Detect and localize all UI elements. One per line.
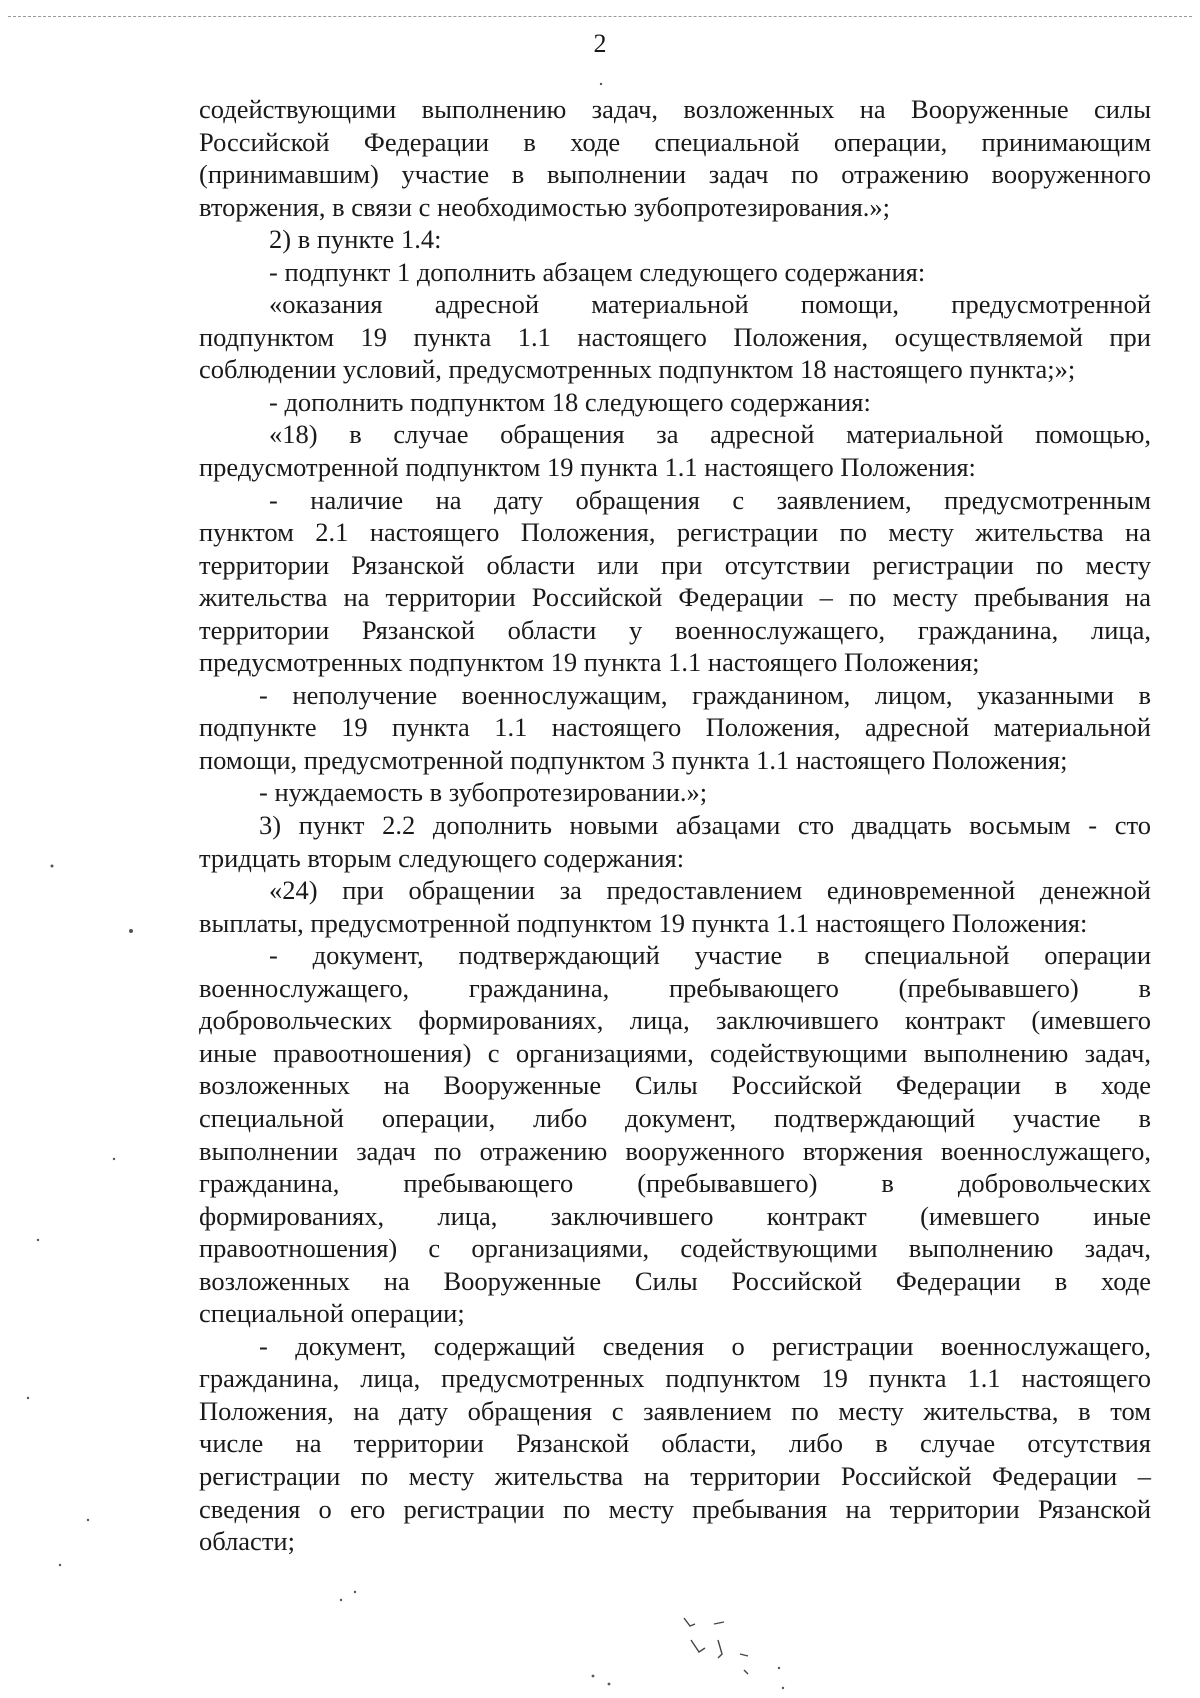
text-line: «оказания адресной материальной помощи, предусмотренной: [269, 289, 1151, 320]
text-line: регистрации по месту жительства на территории Российской Федерации –: [199, 1460, 1151, 1491]
text-line: формированиях, лица, заключившего контракт (имевшего иные: [199, 1200, 1151, 1231]
text-line: помощи, предусмотренной подпунктом 3 пункта 1.1 настоящего Положения;: [199, 744, 1068, 775]
text-line: правоотношения) с организациями, содействующими выполнению задач,: [199, 1233, 1151, 1264]
text-line: возложенных на Вооруженные Силы Российской Федерации в ходе: [199, 1265, 1151, 1296]
document-body: [199, 93, 1151, 1558]
text-line: жительства на территории Российской Федерации – по месту пребывания на: [199, 582, 1151, 613]
text-line: предусмотренной подпунктом 19 пункта 1.1 настоящего Положения:: [199, 452, 976, 483]
text-line: - документ, подтверждающий участие в специальной операции: [269, 940, 1151, 971]
text-line: предусмотренных подпунктом 19 пункта 1.1 настоящего Положения;: [199, 647, 980, 678]
text-line: - документ, содержащий сведения о регистрации военнослужащего,: [259, 1330, 1151, 1361]
text-line: - наличие на дату обращения с заявлением, предусмотренным: [269, 484, 1151, 515]
text-line: - дополнить подпунктом 18 следующего содержания:: [269, 386, 871, 417]
text-line: - нуждаемость в зубопротезировании.»;: [259, 777, 708, 808]
text-line: подпункте 19 пункта 1.1 настоящего Положения, адресной материальной: [199, 712, 1151, 743]
text-line: военнослужащего, гражданина, пребывающего (пребывавшего) в: [199, 972, 1151, 1003]
text-line: выплаты, предусмотренной подпунктом 19 пункта 1.1 настоящего Положения:: [199, 907, 1088, 938]
text-line: гражданина, пребывающего (пребывавшего) в добровольческих: [199, 1168, 1151, 1199]
text-line: числе на территории Рязанской области, либо в случае отсутствия: [199, 1428, 1151, 1459]
text-line: - неполучение военнослужащим, гражданином, лицом, указанными в: [259, 679, 1151, 710]
text-line: соблюдении условий, предусмотренных подпунктом 18 настоящего пункта;»;: [199, 354, 1076, 385]
text-line: территории Рязанской области или при отсутствии регистрации по месту: [199, 549, 1151, 580]
text-line: «18) в случае обращения за адресной материальной помощью,: [269, 419, 1151, 450]
text-line: Положения, на дату обращения с заявлением по месту жительства, в том: [199, 1395, 1151, 1426]
text-line: содействующими выполнению задач, возложенных на Вооруженные силы: [199, 94, 1151, 124]
text-line: территории Рязанской области у военнослужащего, гражданина, лица,: [199, 614, 1151, 645]
text-line: пунктом 2.1 настоящего Положения, регистрации по месту жительства на: [199, 517, 1151, 548]
text-line: подпунктом 19 пункта 1.1 настоящего Положения, осуществляемой при: [199, 321, 1151, 352]
text-line: 3) пункт 2.2 дополнить новыми абзацами сто двадцать восьмым - сто: [259, 810, 1151, 841]
text-line: (принимавшим) участие в выполнении задач по отражению вооруженного: [199, 159, 1151, 190]
text-line: - подпункт 1 дополнить абзацем следующего содержания:: [269, 256, 926, 287]
text-line: возложенных на Вооруженные Силы Российской Федерации в ходе: [199, 1070, 1151, 1101]
text-line: тридцать вторым следующего содержания:: [199, 842, 685, 873]
text-line: выполнении задач по отражению вооруженного вторжения военнослужащего,: [199, 1135, 1151, 1166]
text-line: гражданина, лица, предусмотренных подпунктом 19 пункта 1.1 настоящего: [199, 1363, 1151, 1394]
text-line: области;: [199, 1526, 295, 1557]
text-line: добровольческих формированиях, лица, заключившего контракт (имевшего: [199, 1005, 1151, 1036]
text-line: 2) в пункте 1.4:: [269, 224, 442, 255]
text-line: вторжения, в связи с необходимостью зубопротезирования.»;: [199, 191, 891, 222]
text-line: Российской Федерации в ходе специальной операции, принимающим: [199, 126, 1151, 157]
scan-edge-line: [8, 16, 1192, 17]
text-line: иные правоотношения) с организациями, содействующими выполнению задач,: [199, 1037, 1151, 1068]
text-line: специальной операции, либо документ, подтверждающий участие в: [199, 1102, 1151, 1133]
text-line: сведения о его регистрации по месту пребывания на территории Рязанской: [199, 1493, 1151, 1524]
text-line: специальной операции;: [199, 1298, 465, 1329]
text-line: «24) при обращении за предоставлением единовременной денежной: [269, 875, 1151, 906]
page-number: 2: [593, 29, 607, 58]
